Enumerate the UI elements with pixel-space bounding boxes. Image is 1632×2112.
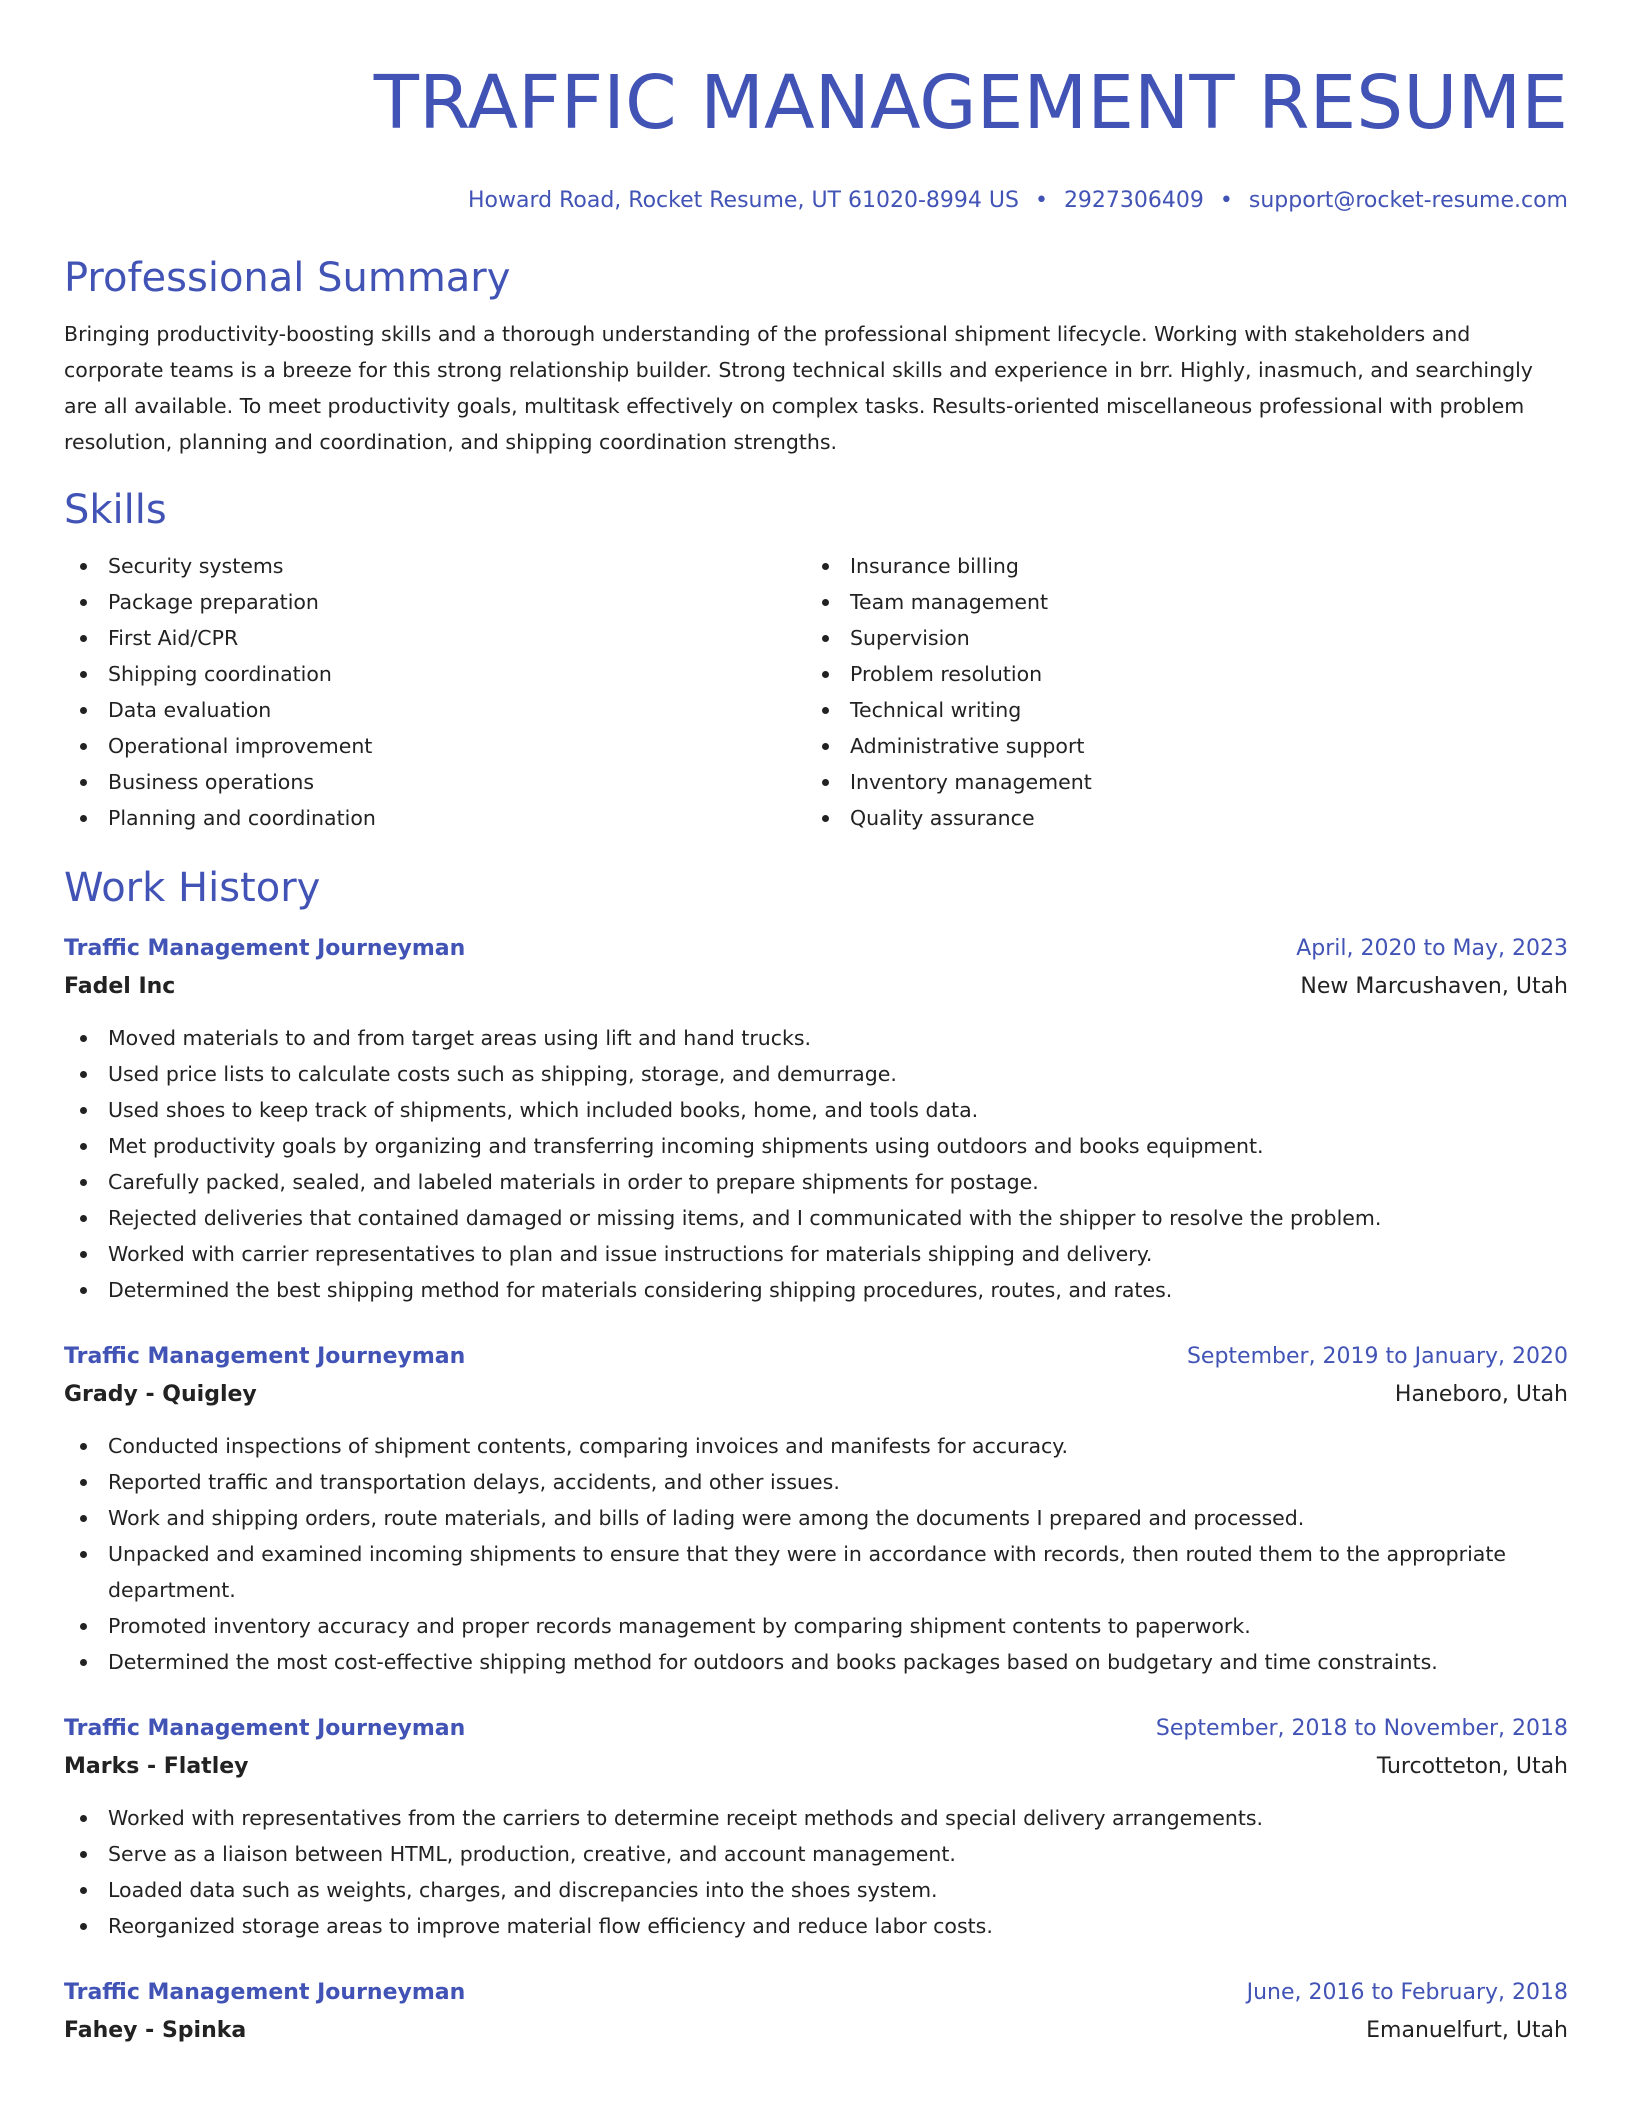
duty-item: Used shoes to keep track of shipments, which included books, home, and tools data. (64, 1092, 1568, 1128)
duty-item: Determined the most cost-effective shipping method for outdoors and books packages based on budgetary and time constraints. (64, 1644, 1568, 1680)
skill-item: Supervision (806, 620, 1548, 656)
duty-item: Promoted inventory accuracy and proper records management by comparing shipment contents to paperwork. (64, 1608, 1568, 1644)
duty-item: Reorganized storage areas to improve material flow efficiency and reduce labor costs. (64, 1908, 1568, 1944)
skill-item: Quality assurance (806, 800, 1548, 836)
skill-item: Technical writing (806, 692, 1548, 728)
job-location: Emanuelfurt, Utah (1366, 2018, 1568, 2043)
job-dates: June, 2016 to February, 2018 (1246, 1980, 1568, 2005)
job-location: New Marcushaven, Utah (1300, 974, 1568, 999)
contact-separator: • (1219, 188, 1233, 213)
job-header-row (64, 1338, 1568, 1376)
skill-item: Administrative support (806, 728, 1548, 764)
job-dates: September, 2018 to November, 2018 (1155, 1716, 1568, 1741)
skills-heading: Skills (64, 487, 167, 533)
job-header-row (64, 1710, 1568, 1748)
job-duties (64, 1428, 1568, 1680)
company-name: Fahey - Spinka (64, 2018, 247, 2043)
job-entry (64, 930, 1568, 1308)
job-header-row (64, 930, 1568, 968)
skills-list-left (64, 548, 806, 836)
duty-item: Moved materials to and from target areas using lift and hand trucks. (64, 1020, 1568, 1056)
duty-item: Determined the best shipping method for materials considering shipping procedures, routes, and rates. (64, 1272, 1568, 1308)
resume-page (64, 48, 1568, 2050)
skill-item: Shipping coordination (64, 656, 806, 692)
job-title: Traffic Management Journeyman (64, 1344, 466, 1369)
skill-item: Operational improvement (64, 728, 806, 764)
job-location: Turcotteton, Utah (1376, 1754, 1568, 1779)
summary-heading: Professional Summary (64, 255, 511, 301)
duty-item: Worked with representatives from the carriers to determine receipt methods and special delivery arrangements. (64, 1800, 1568, 1836)
job-company-row (64, 1748, 1568, 1786)
address: Howard Road, Rocket Resume, UT 61020-8994 US (468, 188, 1019, 213)
job-entry (64, 1338, 1568, 1680)
contact-separator: • (1034, 188, 1048, 213)
job-entry (64, 1710, 1568, 1944)
skill-item: Security systems (64, 548, 806, 584)
email-link[interactable]: support@rocket-resume.com (1248, 188, 1568, 213)
job-duties (64, 1020, 1568, 1308)
job-dates: September, 2019 to January, 2020 (1186, 1344, 1568, 1369)
skill-item: Package preparation (64, 584, 806, 620)
skill-item: Team management (806, 584, 1548, 620)
phone-number: 2927306409 (1063, 188, 1204, 213)
duty-item: Met productivity goals by organizing and transferring incoming shipments using outdoors and books equipment. (64, 1128, 1568, 1164)
company-name: Fadel Inc (64, 974, 176, 999)
skill-item: Problem resolution (806, 656, 1548, 692)
duty-item: Conducted inspections of shipment contents, comparing invoices and manifests for accuracy. (64, 1428, 1568, 1464)
duty-item: Reported traffic and transportation delays, accidents, and other issues. (64, 1464, 1568, 1500)
job-location: Haneboro, Utah (1394, 1382, 1568, 1407)
duty-item: Rejected deliveries that contained damaged or missing items, and I communicated with the shipper to resolve the problem. (64, 1200, 1568, 1236)
job-dates: April, 2020 to May, 2023 (1296, 936, 1568, 961)
skill-item: First Aid/CPR (64, 620, 806, 656)
job-entry (64, 1974, 1568, 2050)
duty-item: Unpacked and examined incoming shipments to ensure that they were in accordance with records, then routed them to the appropriate department. (64, 1536, 1568, 1608)
duty-item: Loaded data such as weights, charges, and discrepancies into the shoes system. (64, 1872, 1568, 1908)
duty-item: Work and shipping orders, route materials, and bills of lading were among the documents I prepared and processed. (64, 1500, 1568, 1536)
job-title: Traffic Management Journeyman (64, 936, 466, 961)
job-company-row (64, 1376, 1568, 1414)
skill-item: Data evaluation (64, 692, 806, 728)
job-title: Traffic Management Journeyman (64, 1980, 466, 2005)
job-title: Traffic Management Journeyman (64, 1716, 466, 1741)
contact-line (64, 186, 1568, 216)
duty-item: Worked with carrier representatives to plan and issue instructions for materials shipping and delivery. (64, 1236, 1568, 1272)
job-duties (64, 1800, 1568, 1944)
resume-title: TRAFFIC MANAGEMENT RESUME (373, 60, 1568, 146)
skills-grid (64, 548, 1568, 836)
duty-item: Serve as a liaison between HTML, production, creative, and account management. (64, 1836, 1568, 1872)
job-company-row (64, 968, 1568, 1006)
summary-text: Bringing productivity-boosting skills and a thorough understanding of the professional shipment lifecycle. Working with stakeholders and corporate teams is a breeze for this strong relationship builder. Strong technical skills and experience in brr. Highly, inasmuch, and searchingly are all available. To meet productivity goals, multitask effectively on complex tasks. Results-oriented miscellaneous professional with problem resolution, planning and coordination, and shipping coordination strengths. (64, 322, 1533, 454)
company-name: Grady - Quigley (64, 1382, 257, 1407)
work-history-heading: Work History (64, 865, 321, 911)
duty-item: Used price lists to calculate costs such as shipping, storage, and demurrage. (64, 1056, 1568, 1092)
job-company-row (64, 2012, 1568, 2050)
skill-item: Business operations (64, 764, 806, 800)
skill-item: Inventory management (806, 764, 1548, 800)
company-name: Marks - Flatley (64, 1754, 249, 1779)
skill-item: Insurance billing (806, 548, 1548, 584)
skill-item: Planning and coordination (64, 800, 806, 836)
job-header-row (64, 1974, 1568, 2012)
skills-list-right (806, 548, 1548, 836)
duty-item: Carefully packed, sealed, and labeled materials in order to prepare shipments for postage. (64, 1164, 1568, 1200)
